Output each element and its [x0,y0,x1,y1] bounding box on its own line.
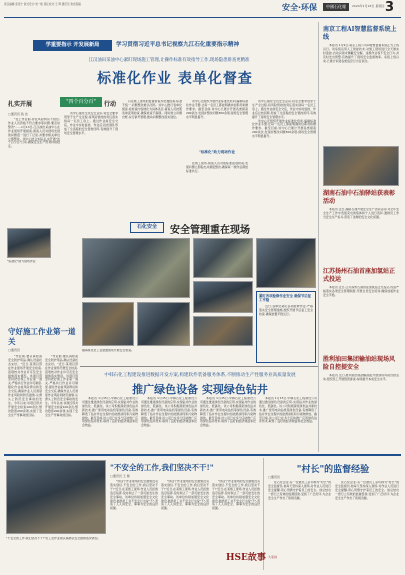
lead-headline: 标准化作业 表单化督查 [97,71,253,87]
sidebar-story3-title: 江苏扬州石油首座加氢站正式投运 [323,268,396,283]
opinion-left-byline: □通讯员 王 健 [110,474,130,478]
opinion-right-title: "村长"的监督经验 [296,465,370,475]
hse-story-sub: 大家讲 [268,555,278,559]
opinion-left-col-1 [110,480,158,568]
lead-col2-text: 该中心强化全员安全意识,将安全要求贯穿于生产全过程,将风险管控的责任落实到每一名员工身上。通过作业前安全交底、作业中实时监控、作业后总结回顾,形成了全流程的安全管控闭环,有效提升了现场安全管理水平。 [64,112,118,135]
lead-column-5 [252,100,316,222]
opinion-left-text-3: "你这个作业现场的安全措施没有落实到位,不安全的工作,我们坚决不干!"近日,在某施工现场,作业人员拒绝违章指挥,及时制止了一起可能发生的安全事故。该单位持续加强安全文化建设,鼓励员工对不安全行为说"不",营造了人人讲安全、事事为安全的良好氛围。 [212,480,260,511]
lead-quote-body: 在施工现场,督查人员对照标准逐项检查,发现问题立即指出并督促整改,确保每一项作业都按标准执行。 [186,162,248,173]
sidebar-story1-body: 本报讯 1月9日,南京工程公司AI智慧监督系统正式上线运行。该系统运用人工智能技术,对施工现场进行全天候实时监控,自动识别未佩戴安全帽、违规作业等不安全行为,并及时发出预警,有效提升了现场安全监督效率。系统上线以来,已累计识别各类违章行为百余次。 [323,44,399,63]
green-feature-title: 推广绿色设备 实现绿色钻井 [132,383,268,396]
opinion-right-col-1 [268,481,331,568]
banner-title: 学习贯彻习近平总书记视察九江石化重要指示精神 [116,42,240,48]
green-col2-text: 本报讯 1月15日,中韩石化工程建设公司通过推进绿色设备的应用,实现钻井作业的绿色化、低碳化。该公司积极探索绿色钻井新技术,推广使用电动钻机等绿色设备,有效降低了钻井作业过程中的能源消耗和污染物排放。截至目前,该公司已在多个区块推广应用绿色钻井技术,取得了良好的经济效益和社会效益。 [141,397,197,428]
opinion-right-text-1: 在石化企业,有一位被员工亲切称为"村长"的安全监督员,他每天坚持深入现场,对作业人员进行安全提醒,用心用情守护着员工的安全。他总结出一套行之有效的监督经验,受到了广泛好评,为企业安全生产作出了积极贡献。 [268,481,331,500]
sidebar-story3-text [323,286,399,354]
opinion-photo-caption: "不安全的工作,我们坚决不干!"员工在作业前认真确认安全措施落实情况。 [6,537,101,540]
safety-photo-main [82,238,190,298]
sidebar-story4-text [323,374,399,450]
opinion-right-col-2 [335,481,399,568]
left-story-text-2: "作业前,要认真检查安全防护用品,确认设备状态完好。"近日,某项目部在作业现场开展安全检查,逐项核对作业许可及安全措施落实情况。该项目部坚持把好施工作业第一道关,严格执行作业许可制度,强化作业前风险辨识和安全交底,确保作业人员清楚作业风险和防范措施,从源头上防范安全事故的发生。今年以来,该项目部共开展安全检查100余次,整改隐患200余项,实现了安全生产零事故的目标。 [45,355,78,417]
lead-column-3 [122,100,182,224]
opinion-right-byline: □通讯员 [268,475,280,479]
opinion-left-title: "不安全的工作,我们坚决不干!" [110,463,214,472]
masthead-meta: 责任编辑:张延宁 版式设计:刘一航 责任校对:王 辉 通讯员 欢迎投稿 [4,3,81,6]
opinion-left-text-1: "你这个作业现场的安全措施没有落实到位,不安全的工作,我们坚决不干!"近日,在某施工现场,作业人员拒绝违章指挥,及时制止了一起可能发生的安全事故。该单位持续加强安全文化建设,鼓励员工对不安全行为说"不",营造了人人讲安全、事事为安全的良好氛围。 [110,480,158,511]
opinion-right-text-2: 在石化企业,有一位被员工亲切称为"村长"的安全监督员,他每天坚持深入现场,对作业人员进行安全提醒,用心用情守护着员工的安全。他总结出一套行之有效的监督经验,受到了广泛好评,为企业安全生产作出了积极贡献。 [335,481,399,500]
green-col-2 [141,397,197,451]
issue-date: 2024年1月18日 星期四 [352,4,385,8]
left-photo [7,228,51,258]
lead-kicker: 江汉油田采油中心紧盯现场施工管理,让操作标准有效指导工作,现场隐患排查更精准 [88,58,250,63]
lead-column-1 [8,118,60,224]
page-number: 3 [385,0,395,15]
green-col3-text: 本报讯 1月15日,中韩石化工程建设公司通过推进绿色设备的应用,实现钻井作业的绿色化、低碳化。该公司积极探索绿色钻井新技术,推广使用电动钻机等绿色设备,有效降低了钻井作业过程中的能源消耗和污染物排放。截至目前,该公司已在多个区块推广应用绿色钻井技术,取得了良好的经济效益和社会效益。 [200,397,256,428]
lead-col5-text: 该中心强化全员安全意识,将安全要求贯穿于生产全过程,将风险管控的责任落实到每一名员工身上。通过作业前安全交底、作业中实时监控、作业后总结回顾,形成了全流程的安全管控闭环,有效提升了现场安全管理水平。 [252,100,316,119]
lead-column-2 [64,112,118,224]
lead-col5b-text: 该中心还组织开展作业标准化培训,编制标准化作业手册,让每一名员工都能明确岗位职责和操作要求。截至目前,该中心已累计开展各类督查200余次,发现并整改问题300余项,现场安全管理水平明显提升。 [252,118,316,139]
bottom-section-rule [4,454,401,456]
lead-subhead-suffix: 行动 [104,101,117,108]
green-col1-text: 本报讯 1月15日,中韩石化工程建设公司通过推进绿色设备的应用,实现钻井作业的绿色化、低碳化。该公司积极探索绿色钻井新技术,推广使用电动钻机等绿色设备,有效降低了钻井作业过程中的能源消耗和污染物排放。截至目前,该公司已在多个区块推广应用绿色钻井技术,取得了良好的经济效益和社会效益。 [82,397,138,428]
lead-byline: □通讯员 钱 洁 [8,112,28,116]
green-col-3 [200,397,256,451]
sidebar-story4-title: 胜利油田集团输油站现场风险自控提安全 [323,356,396,371]
green-col-1 [82,397,138,451]
safety-photo-6 [193,316,253,346]
safety-side-box [256,291,316,363]
green-feature-top-rule [80,366,318,367]
header-rule [4,17,401,18]
section-label: 安全·环保 [282,3,318,12]
lead-column-4 [186,100,248,148]
left-photo-caption: "标准化"助力现场作业 [7,260,36,263]
lead-subhead-prefix: 扎实开展 [8,101,33,108]
green-col-4 [259,397,317,451]
sidebar-story3-body: 本报讯 近日,江苏扬州石油首座加氢站正式投运,该站严格落实各项安全管理制度,开展全员安全培训,确保加氢作业安全平稳。 [323,286,399,297]
lead-subhead-highlight: "四个百分百" [60,97,102,107]
banner-badge: 学重要指示 开发展新局 [33,40,112,51]
brand-logo: 中國石化報 [323,3,349,11]
safety-photo-caption: 镇海炼化员工在装置现场开展安全检查。 [82,349,135,352]
lead-quote-text [186,162,248,224]
safety-side-body: 近日,各单位紧盯各项检修作业,严格落实安全管理措施,组织开展节后复工安全检查,确保装置平稳运行。 [259,304,313,316]
left-story-title: 守好施工作业第一道关 [8,327,76,346]
safety-photo-7 [256,238,316,288]
lead-col4-text: 该中心还组织开展作业标准化培训,编制标准化作业手册,让每一名员工都能明确岗位职责和操作要求。截至目前,该中心已累计开展各类督查200余次,发现并整改问题300余项,现场安全管理水平明显提升。 [186,100,248,119]
sidebar-photo [323,146,399,186]
opinion-left-text-2: "你这个作业现场的安全措施没有落实到位,不安全的工作,我们坚决不干!"近日,在某施工现场,作业人员拒绝违章指挥,及时制止了一起可能发生的安全事故。该单位持续加强安全文化建设,鼓励员工对不安全行为说"不",营造了人人讲安全、事事为安全的良好氛围。 [161,480,209,511]
sidebar-story1-title: 南京工程AI智慧监督系统上线 [323,26,397,41]
opinion-left-col-2 [161,480,209,568]
left-story-byline: □通讯员 [8,348,20,352]
green-col4-text: 本报讯 1月15日,中韩石化工程建设公司通过推进绿色设备的应用,实现钻井作业的绿色化、低碳化。该公司积极探索绿色钻井新技术,推广使用电动钻机等绿色设备,有效降低了钻井作业过程中的能源消耗和污染物排放。截至目前,该公司已在多个区块推广应用绿色钻井技术,取得了良好的经济效益和社会效益。 [259,397,317,424]
hse-story-logo: HSE故事 [226,553,266,563]
sidebar-story2-body: 本报讯 近日,湖南石油开展安全生产表彰活动,对全年安全生产工作中表现突出的集体和个人进行表彰,激励员工争当安全生产标兵,营造了浓厚的安全文化氛围。 [323,208,399,219]
lead-col1-text: "在上作业前,存在风险辨识不到位,作业人员资格不符合要求等问题,要及时整改"……1月13日,江汉油田采油中心在作业现场开展督查,督查人员对现场发现的问题逐一进行了记录,并要求相关单位立即整改。该中心结合实际,扎实开展"四个百分百"行动,确保安全生产形势持续稳定。 [8,118,60,149]
sidebar-story2-title: 湖南石油中石油驿站获表彰活动 [323,190,396,205]
safety-photo-4 [193,238,253,278]
sidebar-story4-body: 本报讯 近日,胜利油田集团输油站开展现场风险自控活动,组织员工开展隐患排查,持续提升本质安全水平。 [323,374,399,381]
safety-side-title: 紧盯各项检修作业安全 确保节后复工平稳 [259,294,312,303]
lead-col3-text: 以往施工现场的监督检查多依靠经验,标准不统一,问题整改难以闭环。该中心推行表单化督查,将检查内容细化为具体条目,督查人员按照表单逐项检查,确保检查不漏项。同时建立问题台账,实行销号管理,推动问题整改落实到位。 [122,100,182,119]
safety-feature-title: 安全管理重在现场 [170,225,250,236]
safety-photo-3 [137,302,190,346]
sidebar-divider [318,22,319,452]
green-feature-kicker: 中韩石化工程建设推进数据开发方案,构建软件装备服务体系,不断推动生产性服务业高质量发展 [104,373,296,378]
safety-section-badge: 石化安全 [130,222,164,233]
safety-photo-5 [193,281,253,313]
safety-side-text [259,305,313,353]
sidebar-story1-text [323,44,399,144]
safety-photo-2 [82,302,134,346]
left-story-text-1: "作业前,要认真检查安全防护用品,确认设备状态完好。"近日,某项目部在作业现场开展安全检查,逐项核对作业许可及安全措施落实情况。该项目部坚持把好施工作业第一道关,严格执行作业许可制度,强化作业前风险辨识和安全交底,确保作业人员清楚作业风险和防范措施,从源头上防范安全事故的发生。今年以来,该项目部共开展安全检查100余次,整改隐患200余项,实现了安全生产零事故的目标。 [8,355,42,417]
opinion-photo [6,460,106,534]
sidebar-story2-text [323,208,399,264]
lead-quote-heading: "标准化"助力现场作业 [198,150,236,154]
